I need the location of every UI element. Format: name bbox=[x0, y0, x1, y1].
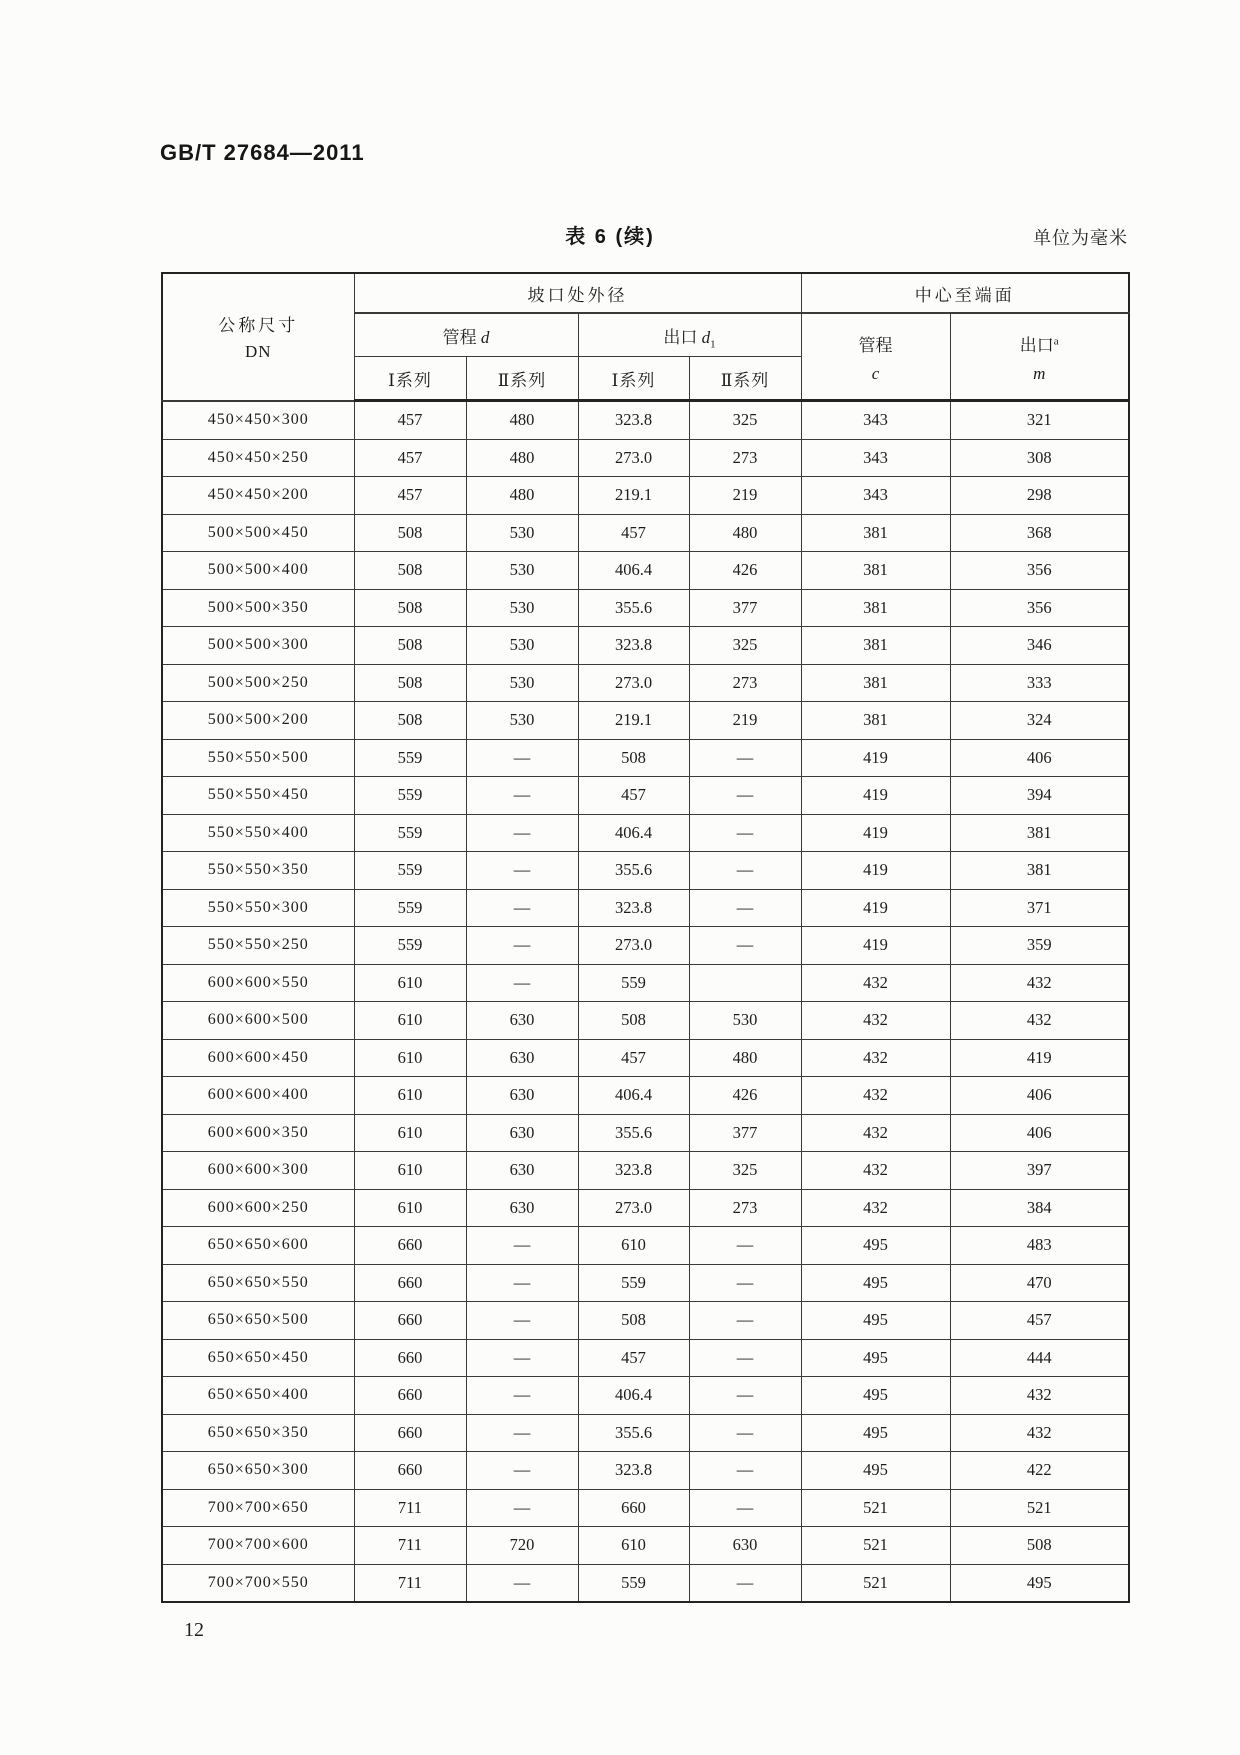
value-cell: 432 bbox=[950, 1377, 1129, 1415]
dn-cell: 650×650×300 bbox=[162, 1452, 354, 1490]
value-cell: — bbox=[689, 739, 801, 777]
value-cell: 384 bbox=[950, 1189, 1129, 1227]
value-cell: 325 bbox=[689, 1152, 801, 1190]
value-cell: 530 bbox=[466, 627, 578, 665]
value-cell: — bbox=[466, 1414, 578, 1452]
value-cell: 333 bbox=[950, 664, 1129, 702]
header-dn-label: DN bbox=[244, 342, 272, 362]
value-cell: 368 bbox=[950, 514, 1129, 552]
dn-cell: 700×700×600 bbox=[162, 1527, 354, 1565]
value-cell: 630 bbox=[466, 1039, 578, 1077]
header-outlet-d1 bbox=[578, 313, 801, 357]
value-cell: 419 bbox=[801, 852, 950, 890]
value-cell: 432 bbox=[801, 1114, 950, 1152]
value-cell: 508 bbox=[354, 627, 466, 665]
table-row bbox=[162, 627, 1129, 665]
value-cell: 273.0 bbox=[578, 1189, 689, 1227]
table-row bbox=[162, 702, 1129, 740]
value-cell: — bbox=[689, 1414, 801, 1452]
value-cell: 495 bbox=[801, 1414, 950, 1452]
dn-cell: 500×500×250 bbox=[162, 664, 354, 702]
value-cell: 419 bbox=[801, 889, 950, 927]
value-cell: — bbox=[466, 964, 578, 1002]
table-row bbox=[162, 664, 1129, 702]
value-cell: 610 bbox=[354, 964, 466, 1002]
table-caption: 表 6 (续) bbox=[565, 226, 655, 248]
table-row bbox=[162, 852, 1129, 890]
value-cell: 356 bbox=[950, 552, 1129, 590]
value-cell: — bbox=[689, 852, 801, 890]
dn-cell: 550×550×500 bbox=[162, 739, 354, 777]
value-cell: 457 bbox=[354, 439, 466, 477]
dn-cell: 650×650×350 bbox=[162, 1414, 354, 1452]
table-row bbox=[162, 1114, 1129, 1152]
value-cell: 219.1 bbox=[578, 702, 689, 740]
table-row bbox=[162, 1264, 1129, 1302]
value-cell: — bbox=[466, 1564, 578, 1602]
table-row bbox=[162, 1339, 1129, 1377]
value-cell: 308 bbox=[950, 439, 1129, 477]
dn-cell: 500×500×350 bbox=[162, 589, 354, 627]
dn-cell: 450×450×250 bbox=[162, 439, 354, 477]
value-cell: 432 bbox=[950, 1414, 1129, 1452]
table-body bbox=[162, 401, 1129, 1603]
header-outlet-d1-subscript: 1 bbox=[710, 337, 716, 350]
value-cell bbox=[689, 964, 801, 1002]
spec-table bbox=[161, 272, 1130, 1603]
value-cell: — bbox=[466, 1489, 578, 1527]
header-outlet-m-footnote-mark: a bbox=[1053, 335, 1059, 348]
value-cell: — bbox=[689, 889, 801, 927]
value-cell: 521 bbox=[801, 1489, 950, 1527]
value-cell: 495 bbox=[801, 1452, 950, 1490]
value-cell: 508 bbox=[354, 664, 466, 702]
value-cell: 660 bbox=[578, 1489, 689, 1527]
value-cell: — bbox=[689, 1452, 801, 1490]
table-row bbox=[162, 814, 1129, 852]
table-header bbox=[162, 273, 1129, 401]
value-cell: 273 bbox=[689, 1189, 801, 1227]
header-outlet-m-text: 出口 bbox=[1019, 336, 1054, 355]
value-cell: 508 bbox=[578, 1002, 689, 1040]
value-cell: 530 bbox=[466, 589, 578, 627]
table-row bbox=[162, 439, 1129, 477]
value-cell: 530 bbox=[466, 514, 578, 552]
value-cell: 219.1 bbox=[578, 477, 689, 515]
table-row bbox=[162, 1002, 1129, 1040]
value-cell: — bbox=[466, 889, 578, 927]
value-cell: 355.6 bbox=[578, 852, 689, 890]
value-cell: 559 bbox=[578, 1264, 689, 1302]
value-cell: 323.8 bbox=[578, 889, 689, 927]
value-cell: 559 bbox=[354, 852, 466, 890]
dn-cell: 550×550×300 bbox=[162, 889, 354, 927]
value-cell: — bbox=[466, 1264, 578, 1302]
value-cell: 325 bbox=[689, 401, 801, 440]
dn-cell: 700×700×650 bbox=[162, 1489, 354, 1527]
value-cell: — bbox=[466, 777, 578, 815]
value-cell: 356 bbox=[950, 589, 1129, 627]
value-cell: 273.0 bbox=[578, 664, 689, 702]
table-row bbox=[162, 1077, 1129, 1115]
value-cell: 630 bbox=[466, 1002, 578, 1040]
dn-cell: 500×500×200 bbox=[162, 702, 354, 740]
value-cell: 419 bbox=[950, 1039, 1129, 1077]
value-cell: 381 bbox=[950, 814, 1129, 852]
value-cell: 660 bbox=[354, 1227, 466, 1265]
value-cell: 444 bbox=[950, 1339, 1129, 1377]
table-row bbox=[162, 964, 1129, 1002]
value-cell: 610 bbox=[354, 1077, 466, 1115]
value-cell: 508 bbox=[950, 1527, 1129, 1565]
table-row bbox=[162, 1189, 1129, 1227]
value-cell: 432 bbox=[801, 1039, 950, 1077]
value-cell: — bbox=[466, 1302, 578, 1340]
dn-cell: 450×450×200 bbox=[162, 477, 354, 515]
table-row bbox=[162, 1302, 1129, 1340]
value-cell: — bbox=[466, 1339, 578, 1377]
value-cell: 343 bbox=[801, 439, 950, 477]
value-cell: 483 bbox=[950, 1227, 1129, 1265]
table-row bbox=[162, 514, 1129, 552]
value-cell: 610 bbox=[578, 1527, 689, 1565]
value-cell: 359 bbox=[950, 927, 1129, 965]
value-cell: 432 bbox=[801, 1152, 950, 1190]
header-series-2: Ⅱ系列 bbox=[466, 357, 578, 401]
value-cell: 610 bbox=[354, 1152, 466, 1190]
value-cell: 530 bbox=[466, 664, 578, 702]
value-cell: 419 bbox=[801, 739, 950, 777]
value-cell: 432 bbox=[950, 1002, 1129, 1040]
value-cell: 419 bbox=[801, 814, 950, 852]
value-cell: 480 bbox=[689, 514, 801, 552]
header-center-to-end: 中心至端面 bbox=[801, 273, 1129, 313]
table-row bbox=[162, 1452, 1129, 1490]
dn-cell: 650×650×450 bbox=[162, 1339, 354, 1377]
value-cell: 660 bbox=[354, 1377, 466, 1415]
table-row bbox=[162, 552, 1129, 590]
value-cell: 508 bbox=[354, 702, 466, 740]
value-cell: 495 bbox=[801, 1264, 950, 1302]
dn-cell: 600×600×350 bbox=[162, 1114, 354, 1152]
value-cell: — bbox=[466, 1377, 578, 1415]
value-cell: 273 bbox=[689, 664, 801, 702]
value-cell: 406 bbox=[950, 739, 1129, 777]
value-cell: 419 bbox=[801, 927, 950, 965]
value-cell: 480 bbox=[466, 477, 578, 515]
table-row bbox=[162, 889, 1129, 927]
value-cell: 660 bbox=[354, 1414, 466, 1452]
table-row bbox=[162, 777, 1129, 815]
value-cell: — bbox=[466, 814, 578, 852]
header-run-c bbox=[801, 313, 950, 401]
value-cell: 394 bbox=[950, 777, 1129, 815]
dn-cell: 650×650×600 bbox=[162, 1227, 354, 1265]
table-row bbox=[162, 1227, 1129, 1265]
value-cell: 343 bbox=[801, 401, 950, 440]
value-cell: 377 bbox=[689, 1114, 801, 1152]
value-cell: 610 bbox=[354, 1189, 466, 1227]
table-row bbox=[162, 1564, 1129, 1602]
value-cell: 610 bbox=[354, 1002, 466, 1040]
value-cell: 660 bbox=[354, 1264, 466, 1302]
value-cell: 432 bbox=[801, 1189, 950, 1227]
header-nominal-size bbox=[162, 273, 354, 401]
value-cell: 457 bbox=[578, 514, 689, 552]
header-series-1: Ⅰ系列 bbox=[354, 357, 466, 401]
dn-cell: 500×500×300 bbox=[162, 627, 354, 665]
value-cell: 630 bbox=[466, 1152, 578, 1190]
table-row bbox=[162, 477, 1129, 515]
value-cell: 610 bbox=[578, 1227, 689, 1265]
value-cell: 381 bbox=[950, 852, 1129, 890]
value-cell: 381 bbox=[801, 514, 950, 552]
value-cell: 457 bbox=[578, 777, 689, 815]
value-cell: 324 bbox=[950, 702, 1129, 740]
dn-cell: 650×650×550 bbox=[162, 1264, 354, 1302]
value-cell: 323.8 bbox=[578, 1152, 689, 1190]
value-cell: 480 bbox=[466, 439, 578, 477]
value-cell: 630 bbox=[466, 1114, 578, 1152]
dn-cell: 550×550×350 bbox=[162, 852, 354, 890]
value-cell: 530 bbox=[466, 552, 578, 590]
value-cell: 559 bbox=[354, 927, 466, 965]
dn-cell: 550×550×250 bbox=[162, 927, 354, 965]
value-cell: 508 bbox=[354, 552, 466, 590]
table-row bbox=[162, 1039, 1129, 1077]
value-cell: — bbox=[689, 1264, 801, 1302]
value-cell: 355.6 bbox=[578, 589, 689, 627]
dn-cell: 500×500×400 bbox=[162, 552, 354, 590]
value-cell: 298 bbox=[950, 477, 1129, 515]
dn-cell: 700×700×550 bbox=[162, 1564, 354, 1602]
value-cell: 406 bbox=[950, 1114, 1129, 1152]
table-row bbox=[162, 1152, 1129, 1190]
value-cell: 610 bbox=[354, 1114, 466, 1152]
value-cell: 426 bbox=[689, 552, 801, 590]
value-cell: 630 bbox=[689, 1527, 801, 1565]
value-cell: 559 bbox=[354, 777, 466, 815]
header-outlet-d1-label: 出口 bbox=[663, 327, 698, 347]
value-cell: 630 bbox=[466, 1189, 578, 1227]
value-cell: — bbox=[689, 1377, 801, 1415]
table-row bbox=[162, 1377, 1129, 1415]
header-series-3: Ⅰ系列 bbox=[578, 357, 689, 401]
value-cell: 381 bbox=[801, 627, 950, 665]
dn-cell: 550×550×450 bbox=[162, 777, 354, 815]
value-cell: 470 bbox=[950, 1264, 1129, 1302]
unit-note: 单位为毫米 bbox=[1033, 228, 1128, 248]
header-nominal-size-label: 公称尺寸 bbox=[218, 316, 299, 336]
value-cell: 381 bbox=[801, 664, 950, 702]
dn-cell: 650×650×400 bbox=[162, 1377, 354, 1415]
value-cell: 559 bbox=[578, 964, 689, 1002]
value-cell: — bbox=[689, 1339, 801, 1377]
dn-cell: 600×600×500 bbox=[162, 1002, 354, 1040]
value-cell: — bbox=[466, 852, 578, 890]
value-cell: 508 bbox=[578, 1302, 689, 1340]
value-cell: — bbox=[689, 777, 801, 815]
dn-cell: 600×600×300 bbox=[162, 1152, 354, 1190]
standard-number: GB/T 27684—2011 bbox=[160, 140, 365, 165]
value-cell: 406.4 bbox=[578, 1077, 689, 1115]
value-cell: 508 bbox=[578, 739, 689, 777]
value-cell: 432 bbox=[801, 964, 950, 1002]
value-cell: — bbox=[689, 927, 801, 965]
header-run-c-label: 管程 bbox=[858, 336, 893, 355]
value-cell: 381 bbox=[801, 552, 950, 590]
value-cell: 323.8 bbox=[578, 1452, 689, 1490]
value-cell: 457 bbox=[354, 401, 466, 440]
value-cell: — bbox=[689, 1227, 801, 1265]
value-cell: 406 bbox=[950, 1077, 1129, 1115]
value-cell: 397 bbox=[950, 1152, 1129, 1190]
dn-cell: 600×600×550 bbox=[162, 964, 354, 1002]
header-run-d-label: 管程 bbox=[442, 327, 477, 347]
value-cell: 711 bbox=[354, 1564, 466, 1602]
header-run-d bbox=[354, 313, 578, 357]
value-cell: 381 bbox=[801, 589, 950, 627]
value-cell: 432 bbox=[801, 1002, 950, 1040]
table-row bbox=[162, 1489, 1129, 1527]
value-cell: — bbox=[466, 927, 578, 965]
value-cell: 323.8 bbox=[578, 401, 689, 440]
value-cell: 457 bbox=[578, 1339, 689, 1377]
dn-cell: 550×550×400 bbox=[162, 814, 354, 852]
value-cell: 346 bbox=[950, 627, 1129, 665]
table-row bbox=[162, 1414, 1129, 1452]
value-cell: 406.4 bbox=[578, 814, 689, 852]
page-number: 12 bbox=[184, 1619, 204, 1641]
value-cell: 495 bbox=[950, 1564, 1129, 1602]
value-cell: 432 bbox=[801, 1077, 950, 1115]
value-cell: — bbox=[689, 1302, 801, 1340]
dn-cell: 450×450×300 bbox=[162, 401, 354, 440]
value-cell: 457 bbox=[578, 1039, 689, 1077]
value-cell: 521 bbox=[801, 1564, 950, 1602]
value-cell: 480 bbox=[466, 401, 578, 440]
value-cell: — bbox=[689, 1489, 801, 1527]
value-cell: 343 bbox=[801, 477, 950, 515]
table-row bbox=[162, 927, 1129, 965]
value-cell: 422 bbox=[950, 1452, 1129, 1490]
value-cell: 219 bbox=[689, 477, 801, 515]
header-run-d-variable: d bbox=[480, 327, 490, 347]
value-cell: 521 bbox=[950, 1489, 1129, 1527]
value-cell: 273 bbox=[689, 439, 801, 477]
value-cell: 432 bbox=[950, 964, 1129, 1002]
value-cell: 711 bbox=[354, 1527, 466, 1565]
value-cell: 323.8 bbox=[578, 627, 689, 665]
header-series-4: Ⅱ系列 bbox=[689, 357, 801, 401]
value-cell: 371 bbox=[950, 889, 1129, 927]
value-cell: — bbox=[466, 1452, 578, 1490]
dn-cell: 500×500×450 bbox=[162, 514, 354, 552]
table-row bbox=[162, 401, 1129, 440]
header-outlet-d1-variable: d bbox=[701, 327, 711, 347]
value-cell: 495 bbox=[801, 1302, 950, 1340]
value-cell: 426 bbox=[689, 1077, 801, 1115]
value-cell: 559 bbox=[354, 739, 466, 777]
value-cell: 495 bbox=[801, 1227, 950, 1265]
value-cell: 381 bbox=[801, 702, 950, 740]
value-cell: 325 bbox=[689, 627, 801, 665]
value-cell: 559 bbox=[578, 1564, 689, 1602]
value-cell: 610 bbox=[354, 1039, 466, 1077]
value-cell: 480 bbox=[689, 1039, 801, 1077]
value-cell: 406.4 bbox=[578, 1377, 689, 1415]
value-cell: 219 bbox=[689, 702, 801, 740]
dn-cell: 600×600×450 bbox=[162, 1039, 354, 1077]
header-outlet-m-label bbox=[951, 331, 1129, 356]
value-cell: 355.6 bbox=[578, 1114, 689, 1152]
value-cell: 660 bbox=[354, 1302, 466, 1340]
value-cell: 559 bbox=[354, 814, 466, 852]
value-cell: 457 bbox=[950, 1302, 1129, 1340]
dn-cell: 600×600×250 bbox=[162, 1189, 354, 1227]
value-cell: 508 bbox=[354, 514, 466, 552]
value-cell: 530 bbox=[689, 1002, 801, 1040]
value-cell: — bbox=[466, 1227, 578, 1265]
value-cell: 521 bbox=[801, 1527, 950, 1565]
value-cell: 559 bbox=[354, 889, 466, 927]
value-cell: — bbox=[689, 814, 801, 852]
value-cell: 660 bbox=[354, 1452, 466, 1490]
value-cell: 355.6 bbox=[578, 1414, 689, 1452]
header-outlet-m bbox=[950, 313, 1129, 401]
header-groove-outside-diameter: 坡口处外径 bbox=[354, 273, 801, 313]
header-row-groups bbox=[162, 273, 1129, 313]
table-row bbox=[162, 589, 1129, 627]
value-cell: 495 bbox=[801, 1339, 950, 1377]
table-row bbox=[162, 1527, 1129, 1565]
value-cell: 406.4 bbox=[578, 552, 689, 590]
value-cell: 273.0 bbox=[578, 927, 689, 965]
header-outlet-m-variable: m bbox=[1033, 364, 1046, 383]
value-cell: 273.0 bbox=[578, 439, 689, 477]
value-cell: 711 bbox=[354, 1489, 466, 1527]
value-cell: 630 bbox=[466, 1077, 578, 1115]
value-cell: 530 bbox=[466, 702, 578, 740]
value-cell: 508 bbox=[354, 589, 466, 627]
value-cell: 321 bbox=[950, 401, 1129, 440]
header-run-c-variable: c bbox=[871, 364, 880, 383]
value-cell: 457 bbox=[354, 477, 466, 515]
value-cell: 495 bbox=[801, 1377, 950, 1415]
value-cell: 419 bbox=[801, 777, 950, 815]
value-cell: 660 bbox=[354, 1339, 466, 1377]
dn-cell: 600×600×400 bbox=[162, 1077, 354, 1115]
value-cell: 720 bbox=[466, 1527, 578, 1565]
table-row bbox=[162, 739, 1129, 777]
dn-cell: 650×650×500 bbox=[162, 1302, 354, 1340]
value-cell: 377 bbox=[689, 589, 801, 627]
value-cell: — bbox=[466, 739, 578, 777]
value-cell: — bbox=[689, 1564, 801, 1602]
